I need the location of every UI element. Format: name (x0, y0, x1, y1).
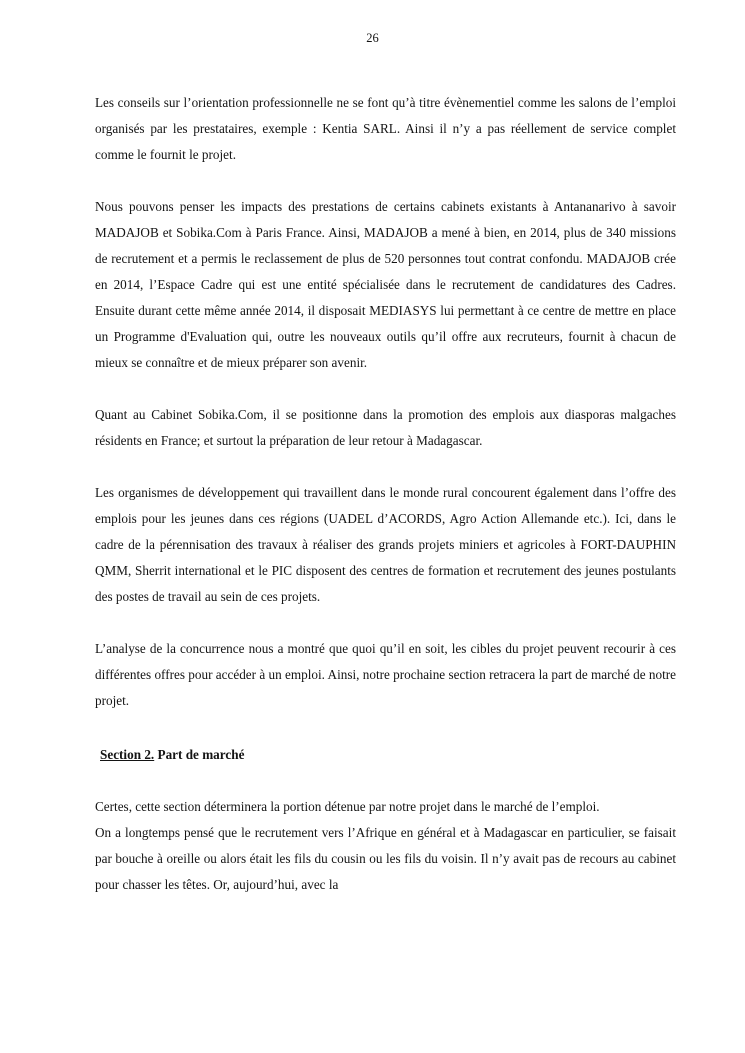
paragraph: Certes, cette section déterminera la portion détenue par notre projet dans le marché de l’emploi. (95, 799, 600, 814)
paragraph: L’analyse de la concurrence nous a montré que quoi qu’il en soit, les cibles du projet peuvent recourir à ces différentes offres pour accéder à un emploi. Ainsi, notre prochaine section retracera la part de marché de notre projet. (95, 641, 676, 708)
page-content (95, 90, 676, 898)
paragraph: Nous pouvons penser les impacts des prestations de certains cabinets existants à Antananarivo à savoir MADAJOB et Sobika.Com à Paris France. Ainsi, MADAJOB a mené à bien, en 2014, plus de 340 missions de recrutement et a permis le reclassement de plus de 520 personnes tout contrat confondu. MADAJOB crée en 2014, l’Espace Cadre qui est une entité spécialisée dans le recrutement de candidatures des Cadres. Ensuite durant cette même année 2014, il disposait MEDIASYS lui permettant à ce centre de mettre en place un Programme d'Evaluation qui, outre les nouveaux outils qu’il offre aux recruteurs, fournit à chacun de mieux se connaître et de mieux préparer son avenir. (95, 199, 676, 370)
page-number: 26 (366, 31, 379, 45)
section-heading-label: Section 2. (100, 747, 155, 762)
section-heading (100, 742, 676, 768)
paragraph: Quant au Cabinet Sobika.Com, il se positionne dans la promotion des emplois aux diasporas malgaches résidents en France; et surtout la préparation de leur retour à Madagascar. (95, 407, 676, 448)
paragraph: Les organismes de développement qui travaillent dans le monde rural concourent également dans l’offre des emplois pour les jeunes dans ces régions (UADEL d’ACORDS, Agro Action Allemande etc.). Ici, dans le cadre de la pérennisation des travaux à réaliser des grands projets miniers et agricoles à FORT-DAUPHIN QMM, Sherrit international et le PIC disposent des centres de formation et recrutement des jeunes postulants des postes de travail au sein de ces projets. (95, 485, 676, 604)
section-heading-title: Part de marché (154, 747, 245, 762)
paragraph: Les conseils sur l’orientation professionnelle ne se font qu’à titre évènementiel comme les salons de l’emploi organisés par les prestataires, exemple : Kentia SARL. Ainsi il n’y a pas réellement de service complet comme le fournit le projet. (95, 95, 676, 162)
paragraph: On a longtemps pensé que le recrutement vers l’Afrique en général et à Madagascar en particulier, se faisait par bouche à oreille ou alors était les fils du cousin ou les fils du voisin. Il n’y avait pas de recours au cabinet pour chasser les têtes. Or, aujourd’hui, avec la (95, 825, 676, 892)
